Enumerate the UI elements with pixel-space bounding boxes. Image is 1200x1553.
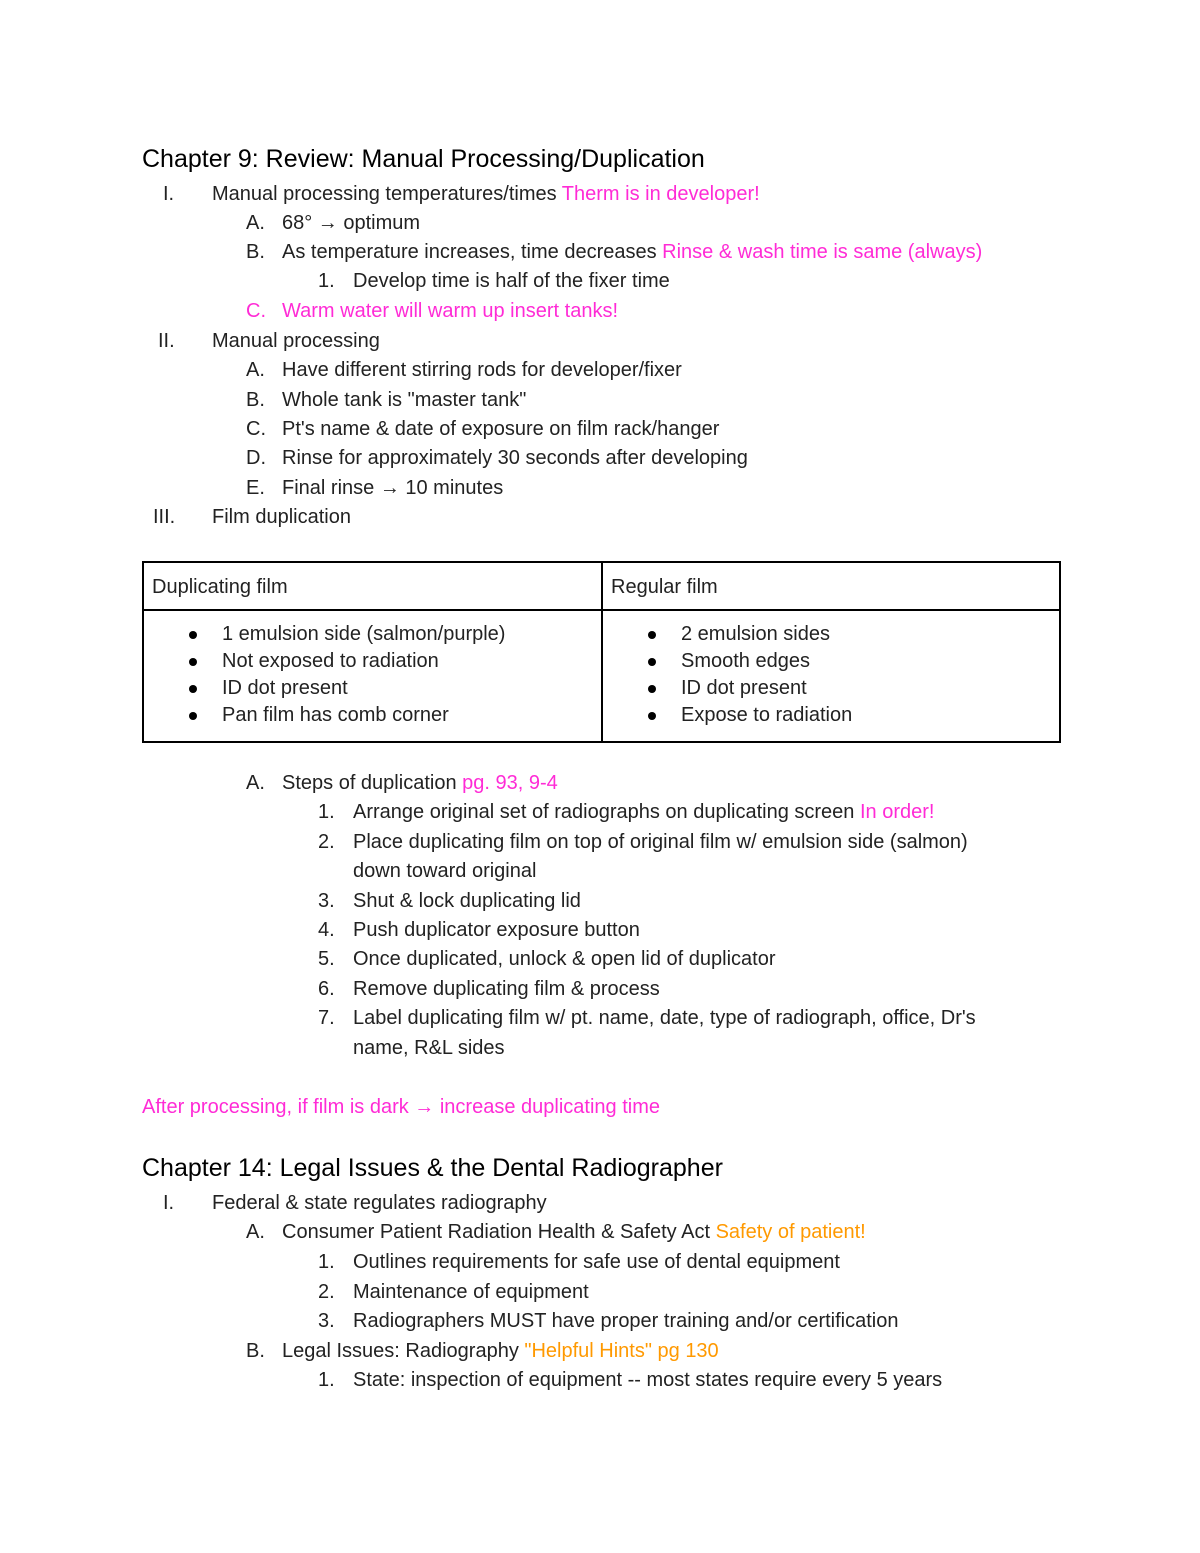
- chapter14-title: Chapter 14: Legal Issues & the Dental Radiographer: [142, 1154, 723, 1182]
- list-marker: D.: [246, 447, 266, 469]
- table-header-row: [143, 562, 1060, 610]
- list-marker: 2.: [318, 831, 335, 853]
- list-marker: 1.: [318, 1369, 335, 1391]
- table-row: [143, 610, 1060, 742]
- list-item: Place duplicating film on top of original film w/ emulsion side (salmon): [353, 831, 968, 853]
- list-item: Whole tank is "master tank": [282, 389, 527, 411]
- highlight-note: pg. 93, 9-4: [462, 772, 558, 794]
- list-marker: B.: [246, 389, 265, 411]
- item-text: Manual processing temperatures/times: [212, 183, 562, 205]
- list-item: Radiographers MUST have proper training and/or certification: [353, 1310, 899, 1332]
- item-text: As temperature increases, time decreases: [282, 241, 663, 263]
- bullet-item: Smooth edges: [603, 648, 1059, 675]
- list-item-continuation: down toward original: [353, 860, 537, 882]
- list-marker: B.: [246, 241, 265, 263]
- list-item: Remove duplicating film & process: [353, 978, 660, 1000]
- list-item: Warm water will warm up insert tanks!: [282, 300, 618, 322]
- list-item: State: inspection of equipment -- most states require every 5 years: [353, 1369, 943, 1391]
- list-item: Maintenance of equipment: [353, 1281, 589, 1303]
- chapter9-title: Chapter 9: Review: Manual Processing/Duplication: [142, 145, 705, 173]
- list-item: Final rinse → 10 minutes: [282, 477, 504, 499]
- list-marker: A.: [246, 1221, 265, 1243]
- list-item: [353, 800, 934, 824]
- list-marker: 5.: [318, 948, 335, 970]
- bullet-item: 1 emulsion side (salmon/purple): [144, 621, 601, 648]
- list-item: Shut & lock duplicating lid: [353, 890, 581, 912]
- list-item: Have different stirring rods for developer/fixer: [282, 359, 682, 381]
- list-marker: 4.: [318, 919, 335, 941]
- list-marker: 7.: [318, 1007, 335, 1029]
- list-marker: E.: [246, 477, 265, 499]
- bullet-item: ID dot present: [144, 675, 601, 702]
- list-marker: C.: [246, 300, 266, 322]
- table-header-cell: [602, 562, 1060, 610]
- list-item: Pt's name & date of exposure on film rack/hanger: [282, 418, 720, 440]
- list-item: Manual processing: [212, 330, 380, 352]
- list-marker: 3.: [318, 890, 335, 912]
- list-item-continuation: name, R&L sides: [353, 1037, 505, 1059]
- table-cell: [602, 610, 1060, 742]
- list-item: Develop time is half of the fixer time: [353, 270, 670, 292]
- highlight-note: Rinse & wash time is same (always): [662, 241, 983, 263]
- table-header-cell: [143, 562, 602, 610]
- list-marker: 1.: [318, 1251, 335, 1273]
- item-text: Steps of duplication: [282, 772, 463, 794]
- bullet-item: 2 emulsion sides: [603, 621, 1059, 648]
- bullet-item: ID dot present: [603, 675, 1059, 702]
- highlight-note: In order!: [859, 801, 935, 823]
- list-marker: 1.: [318, 270, 335, 292]
- list-item: [282, 1339, 719, 1363]
- header-regular-film: Regular film: [611, 576, 718, 598]
- list-marker: A.: [246, 772, 265, 794]
- item-text: Consumer Patient Radiation Health & Safety Act: [282, 1221, 716, 1243]
- highlight-note: Therm is in developer!: [561, 183, 760, 205]
- duplicating-film-list: [144, 611, 601, 741]
- list-marker: I.: [163, 1192, 175, 1214]
- list-marker: A.: [246, 359, 265, 381]
- after-processing-note: After processing, if film is dark → increase duplicating time: [142, 1096, 660, 1118]
- list-item: Label duplicating film w/ pt. name, date, type of radiograph, office, Dr's: [353, 1007, 976, 1029]
- list-item: Push duplicator exposure button: [353, 919, 640, 941]
- header-duplicating-film: Duplicating film: [152, 576, 288, 598]
- list-marker: 3.: [318, 1310, 335, 1332]
- list-marker: III.: [153, 506, 176, 528]
- list-marker: A.: [246, 212, 265, 234]
- list-item: [282, 240, 982, 264]
- list-marker: C.: [246, 418, 266, 440]
- bullet-item: Not exposed to radiation: [144, 648, 601, 675]
- bullet-item: Expose to radiation: [603, 702, 1059, 729]
- bullet-item: Pan film has comb corner: [144, 702, 601, 729]
- table-cell: [143, 610, 602, 742]
- list-marker: II.: [158, 330, 175, 352]
- list-item: [212, 182, 760, 206]
- regular-film-list: [603, 611, 1059, 741]
- list-item: Once duplicated, unlock & open lid of duplicator: [353, 948, 776, 970]
- list-marker: I.: [163, 183, 175, 205]
- list-item: [282, 771, 558, 795]
- list-item: Film duplication: [212, 506, 351, 528]
- list-item: [282, 1220, 866, 1244]
- list-marker: 6.: [318, 978, 335, 1000]
- list-item: 68° → optimum: [282, 212, 421, 234]
- list-marker: 1.: [318, 801, 335, 823]
- list-marker: 2.: [318, 1281, 335, 1303]
- list-item: Federal & state regulates radiography: [212, 1192, 547, 1214]
- item-text: Arrange original set of radiographs on duplicating screen: [353, 801, 860, 823]
- film-comparison-table: [142, 561, 1061, 743]
- highlight-note: Safety of patient!: [715, 1221, 866, 1243]
- list-item: Rinse for approximately 30 seconds after developing: [282, 447, 748, 469]
- list-item: Outlines requirements for safe use of dental equipment: [353, 1251, 840, 1273]
- item-text: Legal Issues: Radiography: [282, 1340, 525, 1362]
- list-marker: B.: [246, 1340, 265, 1362]
- highlight-note: "Helpful Hints" pg 130: [524, 1340, 719, 1362]
